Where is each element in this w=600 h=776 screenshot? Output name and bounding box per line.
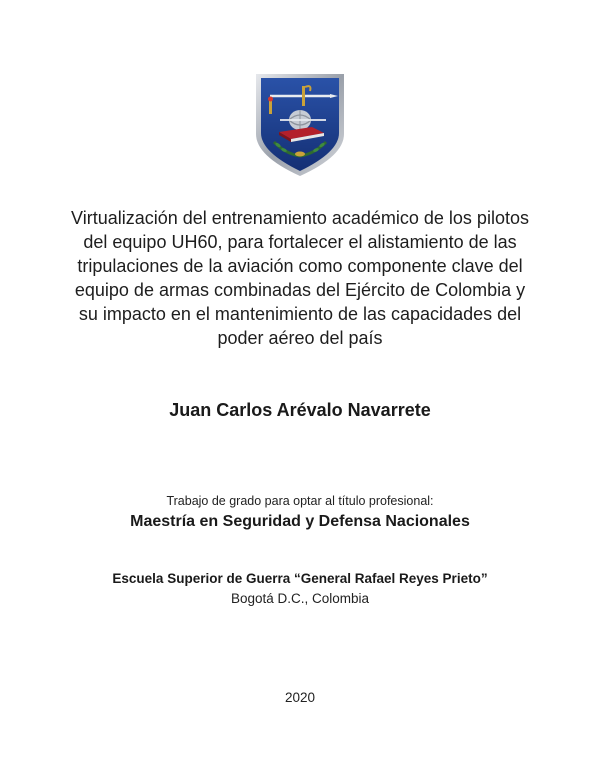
institution-crest-icon (254, 70, 346, 178)
degree-name: Maestría en Seguridad y Defensa Nacionales (130, 513, 470, 530)
city-name: Bogotá D.C., Colombia (230, 591, 370, 606)
school-name: Escuela Superior de Guerra “General Rafael Reyes Prieto” (112, 571, 488, 586)
degree-intro-text: Trabajo de grado para optar al título profesional: (166, 494, 434, 508)
author-name: Juan Carlos Arévalo Navarrete (169, 400, 431, 420)
publication-year: 2020 (284, 690, 316, 705)
thesis-title: Virtualización del entrenamiento académico de los pilotos del equipo UH60, para fortalecer el alistamiento de las tripulaciones de la aviación como componente clave del equipo de armas combinadas del Ejército de Colombia y su impacto en el mantenimiento de las capacidades del poder aéreo del país (71, 208, 529, 348)
